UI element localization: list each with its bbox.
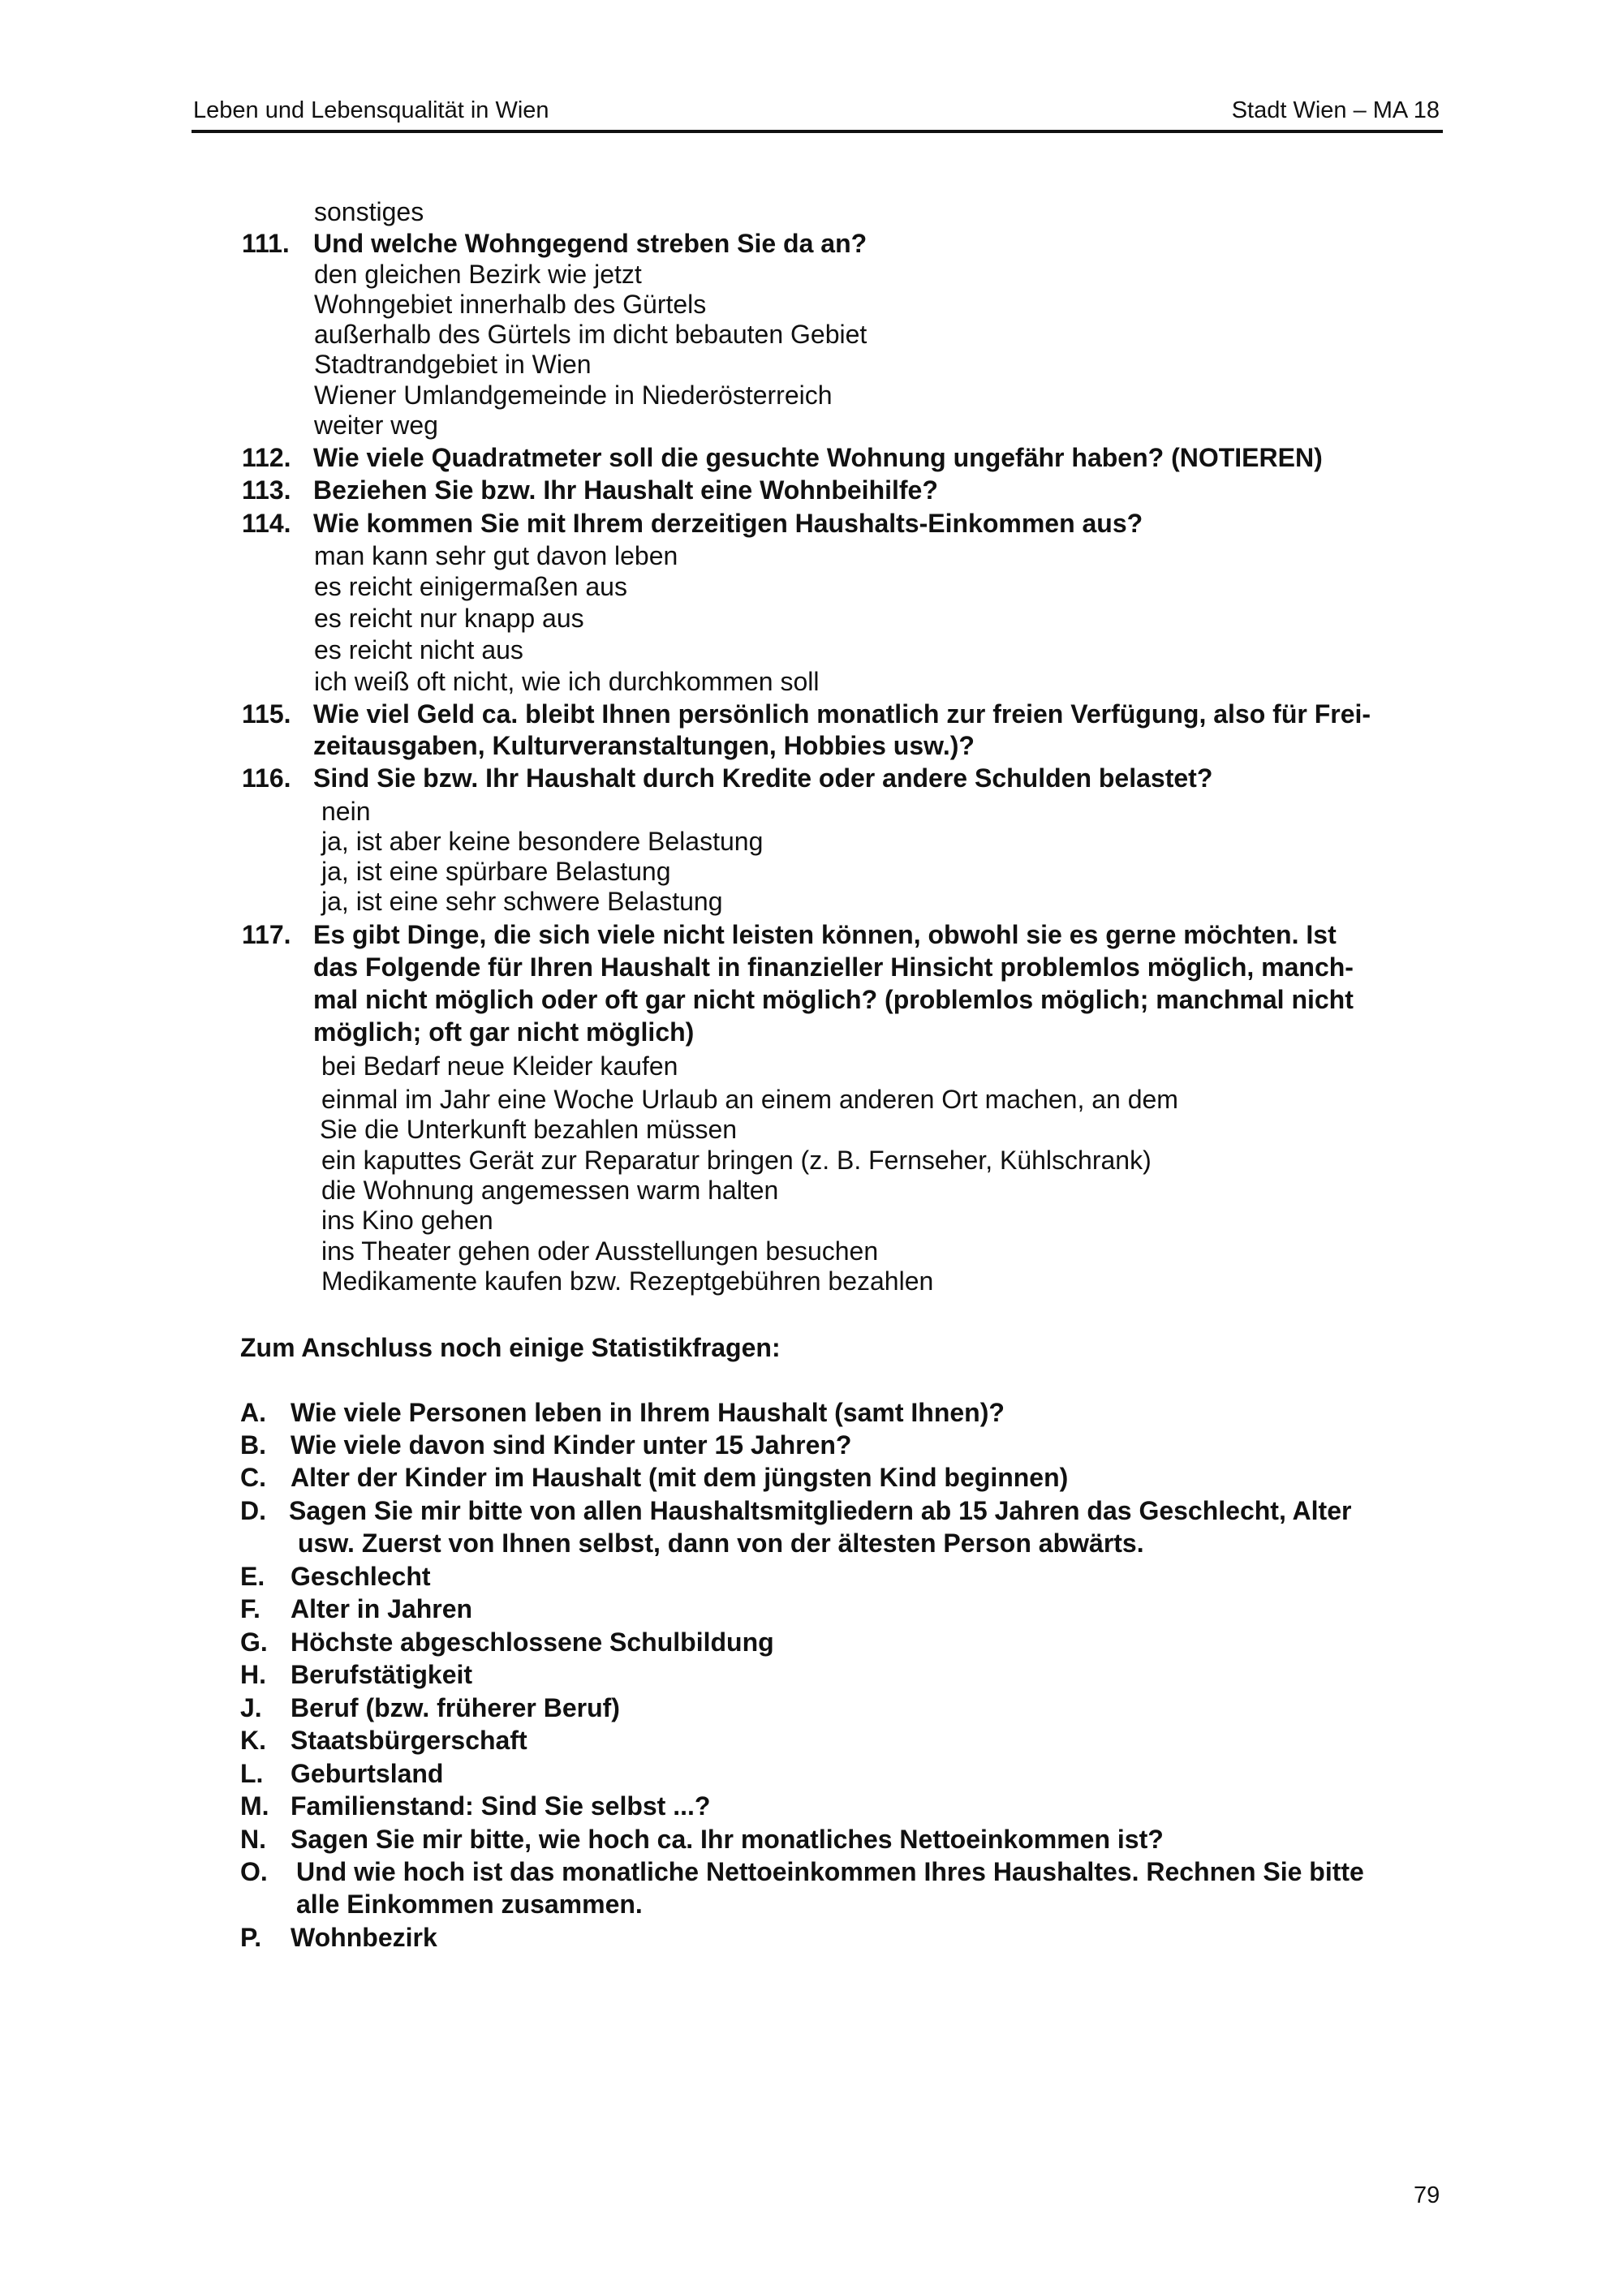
q115-number: 115.	[242, 699, 291, 729]
stat-letter: G.	[240, 1627, 268, 1657]
q116-number: 116.	[242, 763, 291, 793]
q116-question: Sind Sie bzw. Ihr Haushalt durch Kredite oder andere Schulden belastet?	[313, 763, 1213, 793]
q117-item: ins Theater gehen oder Ausstellungen besuchen	[321, 1236, 879, 1266]
q111-option: Wiener Umlandgemeinde in Niederösterreich	[314, 381, 833, 410]
q117-question-line: Es gibt Dinge, die sich viele nicht leisten können, obwohl sie es gerne möchten. Ist	[313, 920, 1337, 949]
stat-letter: D.	[240, 1496, 266, 1525]
q113-question: Beziehen Sie bzw. Ihr Haushalt eine Wohnbeihilfe?	[313, 475, 938, 505]
page-number: 79	[1414, 2182, 1440, 2208]
q117-item: bei Bedarf neue Kleider kaufen	[321, 1051, 678, 1081]
stat-letter: O.	[240, 1857, 268, 1886]
q111-option: Stadtrandgebiet in Wien	[314, 350, 592, 379]
q110-option: sonstiges	[314, 197, 424, 226]
stat-letter: E.	[240, 1562, 265, 1591]
q114-number: 114.	[242, 509, 291, 538]
q111-question: Und welche Wohngegend streben Sie da an?	[313, 229, 867, 258]
q114-option: es reicht nur knapp aus	[314, 604, 584, 633]
q111-option: außerhalb des Gürtels im dicht bebauten Gebiet	[314, 320, 867, 349]
page-header	[192, 96, 1443, 133]
stat-letter: J.	[240, 1693, 262, 1722]
q117-item: Medikamente kaufen bzw. Rezeptgebühren bezahlen	[321, 1266, 934, 1296]
q112-question: Wie viele Quadratmeter soll die gesuchte Wohnung ungefähr haben? (NOTIEREN)	[313, 443, 1323, 472]
q113-number: 113.	[242, 475, 291, 505]
stat-text: Wohnbezirk	[291, 1923, 437, 1952]
stat-letter: B.	[240, 1430, 266, 1460]
q115-question-line: zeitausgaben, Kulturveranstaltungen, Hobbies usw.)?	[313, 731, 975, 760]
stat-text: Beruf (bzw. früherer Beruf)	[291, 1693, 620, 1722]
stats-heading: Zum Anschluss noch einige Statistikfragen:	[240, 1333, 781, 1362]
q117-question-line: das Folgende für Ihren Haushalt in finanzieller Hinsicht problemlos möglich, manch-	[313, 952, 1354, 982]
stat-text: Alter in Jahren	[291, 1594, 473, 1623]
q117-item: ein kaputtes Gerät zur Reparatur bringen (z. B. Fernseher, Kühlschrank)	[321, 1146, 1152, 1175]
q114-option: ich weiß oft nicht, wie ich durchkommen soll	[314, 667, 820, 696]
stat-text: Wie viele davon sind Kinder unter 15 Jahren?	[291, 1430, 852, 1460]
stat-text: Und wie hoch ist das monatliche Nettoeinkommen Ihres Haushaltes. Rechnen Sie bitte	[296, 1857, 1364, 1886]
stat-text: Wie viele Personen leben in Ihrem Haushalt (samt Ihnen)?	[291, 1398, 1005, 1427]
stat-text: Geburtsland	[291, 1759, 444, 1788]
stat-text: Familienstand: Sind Sie selbst ...?	[291, 1791, 711, 1821]
stat-text: Alter der Kinder im Haushalt (mit dem jüngsten Kind beginnen)	[291, 1463, 1069, 1492]
q114-question: Wie kommen Sie mit Ihrem derzeitigen Haushalts-Einkommen aus?	[313, 509, 1143, 538]
q116-option: ja, ist eine sehr schwere Belastung	[321, 887, 723, 916]
q117-question-line: mal nicht möglich oder oft gar nicht möglich? (problemlos möglich; manchmal nicht	[313, 985, 1354, 1014]
q117-item: Sie die Unterkunft bezahlen müssen	[320, 1115, 738, 1144]
q111-option: den gleichen Bezirk wie jetzt	[314, 260, 642, 289]
q117-item: ins Kino gehen	[321, 1206, 493, 1235]
stat-letter: L.	[240, 1759, 264, 1788]
q117-number: 117.	[242, 920, 291, 949]
stat-text: alle Einkommen zusammen.	[296, 1890, 643, 1919]
stat-text: Sagen Sie mir bitte, wie hoch ca. Ihr monatliches Nettoeinkommen ist?	[291, 1825, 1164, 1854]
stat-text: Sagen Sie mir bitte von allen Haushaltsmitgliedern ab 15 Jahren das Geschlecht, Alter	[289, 1496, 1352, 1525]
q116-option: nein	[321, 797, 371, 826]
q111-option: Wohngebiet innerhalb des Gürtels	[314, 290, 707, 319]
stat-text: Berufstätigkeit	[291, 1660, 473, 1689]
stat-letter: K.	[240, 1726, 266, 1755]
q117-item: einmal im Jahr eine Woche Urlaub an einem anderen Ort machen, an dem	[321, 1085, 1178, 1114]
q117-question-line: möglich; oft gar nicht möglich)	[313, 1017, 695, 1047]
q116-option: ja, ist eine spürbare Belastung	[321, 857, 671, 886]
q114-option: man kann sehr gut davon leben	[314, 541, 678, 570]
q111-number: 111.	[242, 229, 290, 258]
stat-text: Staatsbürgerschaft	[291, 1726, 527, 1755]
q117-item: die Wohnung angemessen warm halten	[321, 1176, 779, 1205]
q115-question-line: Wie viel Geld ca. bleibt Ihnen persönlich monatlich zur freien Verfügung, also für Frei-	[313, 699, 1371, 729]
stat-letter: A.	[240, 1398, 266, 1427]
stat-text: Höchste abgeschlossene Schulbildung	[291, 1627, 774, 1657]
header-title: Leben und Lebensqualität in Wien	[193, 97, 549, 123]
q111-option: weiter weg	[314, 411, 438, 440]
q114-option: es reicht einigermaßen aus	[314, 572, 627, 601]
stat-text: Geschlecht	[291, 1562, 431, 1591]
header-department: Stadt Wien – MA 18	[1231, 97, 1440, 123]
stat-letter: P.	[240, 1923, 262, 1952]
stat-letter: M.	[240, 1791, 269, 1821]
stat-letter: N.	[240, 1825, 266, 1854]
stat-text: usw. Zuerst von Ihnen selbst, dann von der ältesten Person abwärts.	[298, 1529, 1144, 1558]
stat-letter: C.	[240, 1463, 266, 1492]
stat-letter: H.	[240, 1660, 266, 1689]
q116-option: ja, ist aber keine besondere Belastung	[321, 827, 764, 856]
stat-letter: F.	[240, 1594, 260, 1623]
q112-number: 112.	[242, 443, 291, 472]
q114-option: es reicht nicht aus	[314, 635, 523, 664]
